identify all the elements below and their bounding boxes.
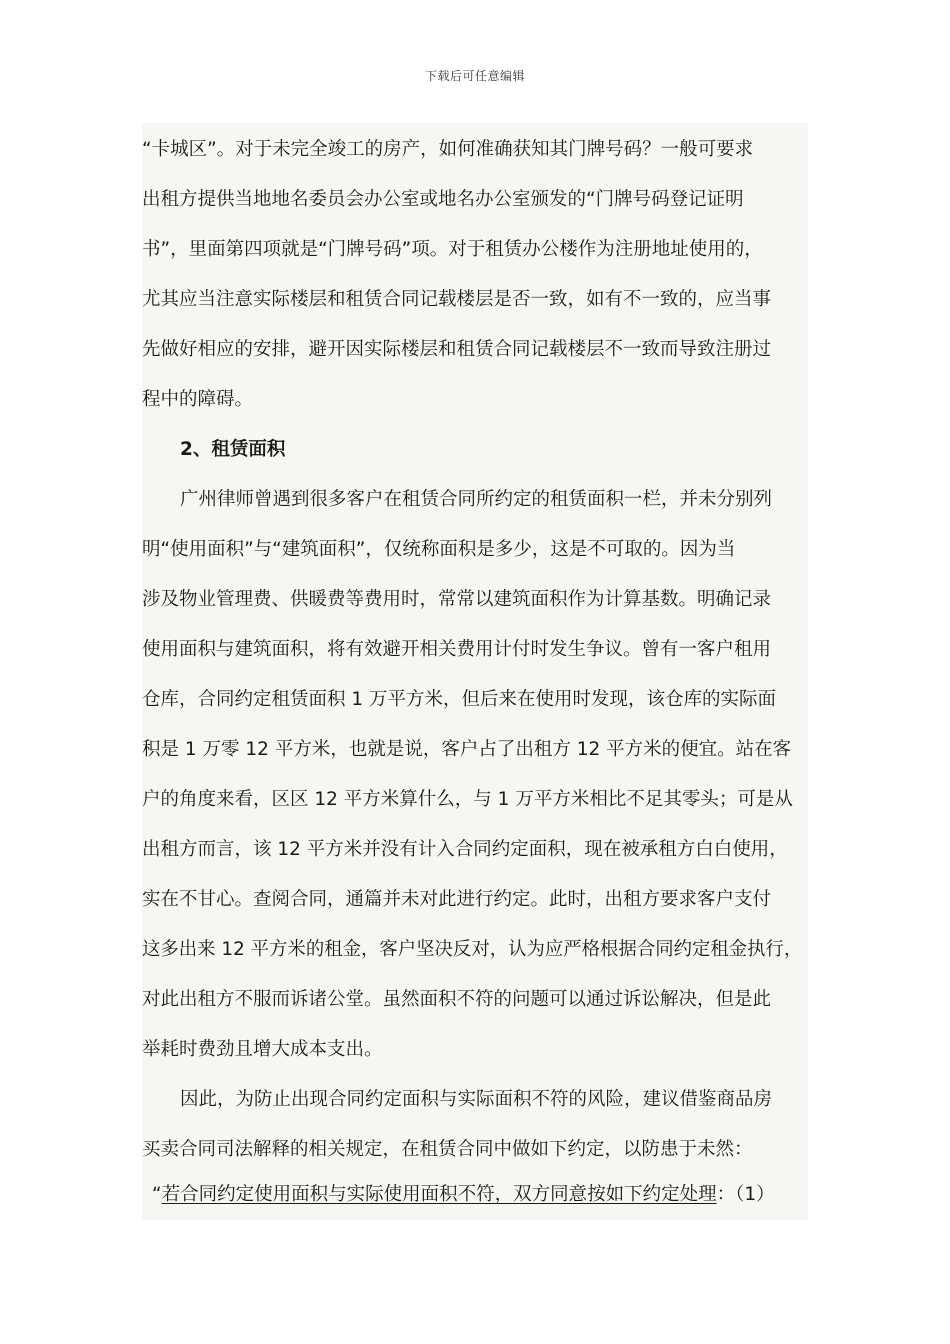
body-line: 尤其应当注意实际楼层和租赁合同记载楼层是否一致，如有不一致的，应当事 bbox=[142, 289, 772, 310]
body-line: 对此出租方不服而诉诸公堂。虽然面积不符的问题可以通过诉讼解决，但是此 bbox=[142, 989, 772, 1010]
body-line: 明“使用面积”与“建筑面积”，仅统称面积是多少，这是不可取的。因为当 bbox=[142, 539, 736, 560]
underlined-clause: 若合同约定使用面积与实际使用面积不符，双方同意按如下约定处理 bbox=[161, 1184, 717, 1205]
quoted-clause bbox=[152, 1170, 775, 1220]
document-body bbox=[142, 123, 808, 1220]
body-line: 户的角度来看，区区 12 平方米算什么，与 1 万平方米相比不足其零头；可是从 bbox=[142, 789, 793, 810]
body-line: 出租方提供当地地名委员会办公室或地名办公室颁发的“门牌号码登记证明 bbox=[142, 189, 744, 210]
body-line: 买卖合同司法解释的相关规定，在租赁合同中做如下约定，以防患于未然： bbox=[142, 1139, 753, 1160]
body-line: 这多出来 12 平方米的租金，客户坚决反对，认为应严格根据合同约定租金执行， bbox=[142, 939, 803, 960]
body-line: 程中的障碍。 bbox=[142, 389, 254, 410]
body-line: 仓库，合同约定租赁面积 1 万平方米，但后来在使用时发现，该仓库的实际面 bbox=[142, 689, 777, 710]
section-heading: 2、租赁面积 bbox=[180, 439, 286, 460]
body-line: 积是 1 万零 12 平方米，也就是说，客户占了出租方 12 平方米的便宜。站在客 bbox=[142, 739, 792, 760]
body-line: 书”，里面第四项就是“门牌号码”项。对于租赁办公楼作为注册地址使用的， bbox=[142, 239, 763, 260]
body-line: 广州律师曾遇到很多客户在租赁合同所约定的租赁面积一栏，并未分别列 bbox=[180, 489, 773, 510]
quote-rest: ：（1） bbox=[716, 1184, 775, 1205]
body-line: 举耗时费劲且增大成本支出。 bbox=[142, 1039, 383, 1060]
body-line: 使用面积与建筑面积，将有效避开相关费用计付时发生争议。曾有一客户租用 bbox=[142, 639, 772, 660]
body-line: 涉及物业管理费、供暖费等费用时，常常以建筑面积作为计算基数。明确记录 bbox=[142, 589, 772, 610]
body-line: 先做好相应的安排，避开因实际楼层和租赁合同记载楼层不一致而导致注册过 bbox=[142, 339, 772, 360]
body-line: 出租方而言，该 12 平方米并没有计入合同约定面积，现在被承租方白白使用， bbox=[142, 839, 788, 860]
body-line: 实在不甘心。查阅合同，通篇并未对此进行约定。此时，出租方要求客户支付 bbox=[142, 889, 772, 910]
page-header: 下载后可任意编辑 bbox=[424, 69, 525, 83]
body-line: “卡城区”。对于未完全竣工的房产，如何准确获知其门牌号码？一般可要求 bbox=[142, 139, 754, 160]
quote-open: “ bbox=[152, 1184, 162, 1205]
body-line: 因此，为防止出现合同约定面积与实际面积不符的风险，建议借鉴商品房 bbox=[180, 1089, 773, 1110]
